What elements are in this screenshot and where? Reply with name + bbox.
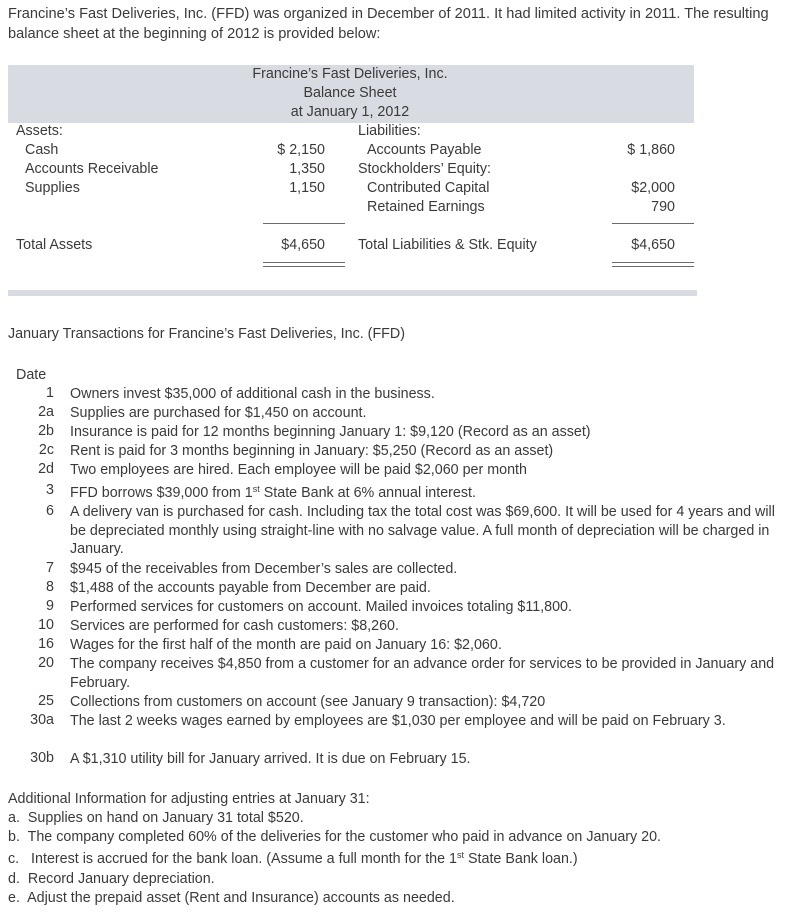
transaction-text: The company receives $4,850 from a customer for an advance order for services to be provided in January and February. — [70, 656, 775, 691]
liabilities-header: Liabilities: — [358, 123, 421, 139]
adjustment-item — [8, 890, 455, 906]
asset-label-receivable: Accounts Receivable — [25, 161, 159, 177]
transactions-title: January Transactions for Francine’s Fast Deliveries, Inc. (FFD) — [8, 326, 405, 342]
adjustment-letter: a. — [8, 810, 20, 826]
superscript: st — [457, 850, 465, 860]
transaction-date: 9 — [46, 598, 54, 614]
asset-label-cash: Cash — [25, 142, 59, 158]
total-assets-value: $4,650 — [281, 237, 325, 253]
adjustment-letter: b. — [8, 829, 20, 845]
transaction-date: 2d — [38, 461, 54, 477]
transaction-date: 2b — [38, 423, 54, 439]
transaction-date: 2c — [38, 442, 54, 458]
equity-value-contributed: $2,000 — [631, 180, 675, 196]
liability-label-ap: Accounts Payable — [367, 142, 482, 158]
transaction-date: 25 — [38, 693, 54, 709]
divider — [263, 262, 345, 263]
transaction-text: Owners invest $35,000 of additional cash in the business. — [70, 386, 435, 402]
transaction-date: 8 — [46, 579, 54, 595]
transaction-text: A $1,310 utility bill for January arrived. It is due on February 15. — [70, 751, 471, 767]
transaction-date: 2a — [38, 404, 54, 420]
adjustment-text: Interest is accrued for the bank loan. (Assume a full month for the 1st State Bank loan.) — [31, 850, 578, 867]
assets-header: Assets: — [16, 123, 63, 139]
additional-title: Additional Information for adjusting entries at January 31: — [8, 791, 370, 807]
transaction-text: Wages for the first half of the month are paid on January 16: $2,060. — [70, 637, 502, 653]
transaction-date: 3 — [46, 482, 54, 498]
divider — [612, 262, 694, 263]
transaction-date: 30b — [30, 750, 54, 766]
superscript: st — [252, 484, 260, 494]
date-header: Date — [16, 367, 47, 383]
transaction-date: 6 — [46, 503, 54, 519]
statement-title: Balance Sheet — [303, 85, 397, 101]
transaction-date: 30a — [30, 712, 54, 728]
adjustment-text: Supplies on hand on January 31 total $520. — [27, 810, 304, 826]
transaction-date: 10 — [38, 617, 54, 633]
adjustment-item — [8, 851, 578, 867]
adjustment-letter: e. — [8, 890, 20, 906]
transaction-text: Supplies are purchased for $1,450 on account. — [70, 405, 367, 421]
total-assets-label: Total Assets — [16, 237, 93, 253]
equity-label-retained: Retained Earnings — [367, 199, 485, 215]
transaction-date: 16 — [38, 636, 54, 652]
balance-sheet-footer-band — [8, 290, 697, 296]
transaction-text: FFD borrows $39,000 from 1st State Bank at 6% annual interest. — [70, 484, 476, 501]
liability-value-ap: $ 1,860 — [627, 142, 675, 158]
divider — [263, 266, 345, 267]
divider — [612, 223, 694, 224]
company-name: Francine’s Fast Deliveries, Inc. — [252, 66, 448, 82]
transaction-text: Collections from customers on account (see January 9 transaction): $4,720 — [70, 694, 546, 710]
total-le-label: Total Liabilities & Stk. Equity — [358, 237, 537, 253]
adjustment-item — [8, 810, 304, 826]
adjustment-item — [8, 871, 215, 887]
transaction-text: Two employees are hired. Each employee will be paid $2,060 per month — [70, 462, 527, 478]
divider — [263, 223, 345, 224]
asset-value-supplies: 1,150 — [289, 180, 325, 196]
transaction-date: 7 — [46, 560, 54, 576]
transaction-text: A delivery van is purchased for cash. Including tax the total cost was $69,600. It will be used for 4 years and will be depreciated monthly using straight-line with no salvage value. A full month of depreciation will be charged in January. — [70, 504, 775, 558]
transaction-text: $945 of the receivables from December’s sales are collected. — [70, 561, 458, 577]
transaction-text: Services are performed for cash customers: $8,260. — [70, 618, 399, 634]
divider — [612, 266, 694, 267]
equity-value-retained: 790 — [651, 199, 675, 215]
transaction-date: 1 — [46, 385, 54, 401]
asset-label-supplies: Supplies — [25, 180, 80, 196]
statement-date: at January 1, 2012 — [290, 104, 410, 120]
transaction-text: The last 2 weeks wages earned by employees are $1,030 per employee and will be paid on February 3. — [70, 713, 726, 729]
transaction-date: 20 — [38, 655, 54, 671]
adjustment-letter: c. — [8, 851, 20, 867]
adjustment-item — [8, 829, 661, 845]
transaction-text: $1,488 of the accounts payable from December are paid. — [70, 580, 431, 596]
intro-paragraph: Francine’s Fast Deliveries, Inc. (FFD) was organized in December of 2011. It had limited activity in 2011. The resulting balance sheet at the beginning of 2012 is provided below: — [8, 6, 769, 42]
adjustment-text: Adjust the prepaid asset (Rent and Insurance) accounts as needed. — [27, 890, 455, 906]
transaction-text: Performed services for customers on account. Mailed invoices totaling $11,800. — [70, 599, 572, 615]
transaction-text: Insurance is paid for 12 months beginning January 1: $9,120 (Record as an asset) — [70, 424, 591, 440]
total-le-value: $4,650 — [631, 237, 675, 253]
transaction-text: Rent is paid for 3 months beginning in January: $5,250 (Record as an asset) — [70, 443, 554, 459]
adjustment-letter: d. — [8, 871, 20, 887]
asset-value-cash: $ 2,150 — [277, 142, 325, 158]
adjustment-text: Record January depreciation. — [27, 871, 215, 887]
adjustment-text: The company completed 60% of the deliveries for the customer who paid in advance on January 20. — [27, 829, 662, 845]
equity-label-contributed: Contributed Capital — [367, 180, 490, 196]
equity-header: Stockholders’ Equity: — [358, 161, 491, 177]
asset-value-receivable: 1,350 — [289, 161, 325, 177]
